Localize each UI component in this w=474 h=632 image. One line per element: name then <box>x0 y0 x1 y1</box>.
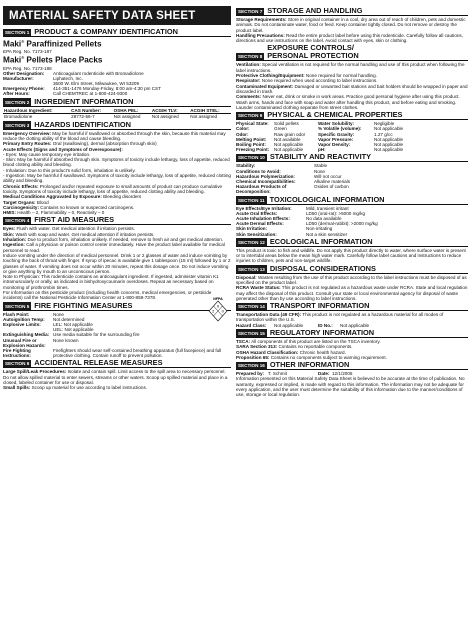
field-value: Oxides of carbon <box>314 184 349 190</box>
prepared-by-value: T. Schmit <box>268 371 287 377</box>
paragraph <box>3 274 231 290</box>
document-title: MATERIAL SAFETY DATA SHEET <box>3 6 231 25</box>
table-cell: Not assigned <box>190 114 218 120</box>
nfpa-diamond-icon <box>207 296 229 322</box>
paragraph-label: Protective Clothing/Equipment: <box>236 73 305 79</box>
product-name-1 <box>3 38 231 49</box>
registered-mark: ® <box>21 39 25 44</box>
paragraph-text: Due to product form, inhalation unlikely. If needed, remove to fresh air and get medical attention. <box>26 237 224 243</box>
section-4-header <box>3 216 231 225</box>
accidental-release-body <box>3 369 231 390</box>
field-value: LEL: Not applicable UEL: Not applicable <box>53 321 94 333</box>
paragraph <box>3 369 231 385</box>
transport-body <box>236 312 468 323</box>
paragraph <box>3 253 231 274</box>
section-3 <box>3 121 231 216</box>
field-value: Use media suitable for the surrounding fire <box>53 332 140 338</box>
section-number: SECTION 6 <box>5 361 30 367</box>
section-2-header <box>3 98 231 107</box>
property-label: Specific Gravity: <box>318 131 355 137</box>
paragraph-text: None required for normal handling. <box>304 73 377 79</box>
section-13 <box>236 265 468 301</box>
title-line-1: EXPOSURE CONTROLS/ <box>267 43 354 53</box>
company-info <box>3 71 231 97</box>
section-10-header <box>236 153 468 162</box>
property-label: Melting Point: <box>236 136 267 142</box>
paragraph-text: Bleeding disorders <box>101 194 142 200</box>
table-cell: Not assigned <box>113 114 141 120</box>
paragraph-text: Call a physician or poison control center immediately. Have the product label available for medical personnel to read. <box>3 242 225 253</box>
brand-name: Maki <box>3 56 22 66</box>
section-title: PHYSICAL & CHEMICAL PROPERTIES <box>267 110 403 120</box>
paragraph <box>236 17 468 33</box>
section-title: HAZARDS IDENTIFICATION <box>34 119 132 129</box>
paragraph-label: Eyes: <box>3 226 16 232</box>
stability-body <box>236 163 468 194</box>
field-label: After Hours: <box>3 91 30 97</box>
hazards-body <box>3 131 231 216</box>
section-title: REGULATORY INFORMATION <box>269 327 375 337</box>
field-value: Not a skin sensitizer <box>306 231 348 237</box>
property-value: 1.27 g/cc <box>374 131 393 137</box>
hazard-class-value: Not applicable <box>274 322 304 328</box>
field-label: Conditions to Avoid: <box>236 168 281 174</box>
paragraph-label: RCRA Waste Status: <box>236 285 281 291</box>
paragraph-label: SARA Section 313: <box>236 344 278 350</box>
paragraph-text: This product is toxic to fish and wildlife. Do not apply this product directly to water, where surface water is present or to intertidal areas below the mean high water mark. Carefully follow label cautions and instructions to reduce injuries to children, pets and non-target wildlife. <box>236 247 466 264</box>
field-label: Hazardous Products of Decomposition: <box>236 184 287 195</box>
date-value: 12/1/2005 <box>332 371 353 377</box>
field-value: None known <box>53 337 79 343</box>
property-value: Green <box>274 126 287 132</box>
paragraph-text: This product is not regulated as a hazardous material for all modes of transportation within the U.S. <box>236 312 444 323</box>
field-value: None <box>53 311 64 317</box>
section-number: SECTION 14 <box>238 304 265 310</box>
section-15 <box>236 329 468 360</box>
section-title: ACCIDENTAL RELEASE MEASURES <box>34 358 163 368</box>
paragraph-text: Special ventilation is not required for the normal handling and use of this product when following the label instructions. <box>236 62 465 73</box>
hazard-class-label: Hazard Class: <box>236 322 267 328</box>
paragraph-label: Carcinogenicity: <box>3 204 39 210</box>
section-12 <box>236 238 468 264</box>
field-row <box>3 348 231 358</box>
section-number: SECTION 10 <box>238 155 265 161</box>
paragraph-text: Contains no known or suspected carcinogens. <box>39 204 135 210</box>
section-2 <box>3 98 231 120</box>
field-label: Stability: <box>236 163 256 169</box>
paragraph-text: Information presented on this Material Safety Data Sheet is believed to be accurate at the time of publication. No warranty, expressed or implied, is made with regard to this information. The information may not be adequate for every application, and the user must determine the suitability of this information due to the manner/conditions of use, storage or local regulation. <box>236 376 465 398</box>
section-6-header <box>3 359 231 368</box>
field-label: Extinguishing Media: <box>3 332 50 338</box>
product-name-2 <box>3 54 231 65</box>
section-6 <box>3 359 231 390</box>
paragraph <box>236 33 468 44</box>
table-row <box>3 113 231 120</box>
property-label: Boiling Point: <box>236 141 266 147</box>
paragraph-text: Contains no reportable components. <box>277 344 353 350</box>
paragraph-text: Induce vomiting under the direction of medical personnel. Drink 1 or 2 glasses of water and induce vomiting by touching the back of throat with finger. If syrup of ipecac is available give 1 tablespoon (15 ml) followed by 1 or 2 glasses of water. If vomiting does not occur within 20 minutes, repeat this dosage once. Do not induce vomiting or give anything by mouth to an unconscious person. <box>3 252 231 274</box>
paragraph-label: Chronic Effects: <box>3 183 39 189</box>
paragraph <box>3 131 231 142</box>
property-label: Vapor Density: <box>318 141 351 147</box>
column-header: ACGIH STEL: <box>189 108 231 114</box>
paragraph-label: Transportation Data (49 CFR): <box>236 312 302 318</box>
paragraph-label: Contaminated Equipment: <box>236 83 294 89</box>
paragraph <box>236 312 468 323</box>
paragraph <box>236 275 468 286</box>
section-8-header <box>236 44 468 61</box>
ecological-body <box>236 248 468 264</box>
paragraph-text: Never eat, drink or smoke in work areas. Practice good personal hygiene after using this product. Wash arms, hands and face with soap and water after handling this product, and before eating and smoking. Launder contaminated clothing separate from street clothes. <box>236 94 460 110</box>
column-header: CAS Number: <box>70 108 112 114</box>
section-7-header <box>236 7 468 16</box>
field-value: LD50 (oral-rat): >5000 mg/kg <box>306 210 366 216</box>
prepared-by-label: Prepared by: <box>236 371 265 377</box>
section-number: SECTION 13 <box>238 266 265 272</box>
section-number: SECTION 4 <box>5 218 30 224</box>
paragraph <box>3 173 231 184</box>
paragraph-text: For information on this pesticide product (including health concerns, medical emergencies, or pesticide incidents) call the National Pesticide Information Center at 1-800-858-7378. <box>3 289 212 301</box>
field-value: Call CHEMTREC at 1-800-424-9300 <box>53 91 128 97</box>
paragraph-text: Prolonged and/or repeated exposure to small amounts of product can produce cumulative toxicity. Symptoms of toxicity include lethargy, loss of appetite, reduced clotting ability and bleeding. <box>3 183 223 194</box>
paragraph-text: Blood <box>35 199 49 205</box>
paragraph <box>3 242 231 253</box>
paragraph-label: Ventilation: <box>236 62 261 68</box>
section-number: SECTION 2 <box>5 99 30 105</box>
field-label: Hazardous Polymerization: <box>236 173 295 179</box>
toxicology-body <box>236 206 468 237</box>
paragraph-text: - Inhalation: Due to this product's solid form, inhalation is unlikely. <box>3 167 136 173</box>
exposure-body <box>236 62 468 110</box>
paragraph-text: Store in original container in a cool, dry area out of reach of children, pets and domestic animals. Do not contaminate water, food or feed. Keep container tightly closed. Do not remove or destroy the product label. <box>236 17 466 33</box>
section-11-header <box>236 196 468 205</box>
section-12-header <box>236 238 468 247</box>
title-line-2: PERSONAL PROTECTION <box>267 51 359 61</box>
field-value: None <box>314 168 325 174</box>
property-value: Not applicable <box>374 126 404 132</box>
paragraph-text: - Eyes: May cause temporary eye irritation. <box>3 151 91 157</box>
section-5 <box>3 296 231 359</box>
field-value: Stable <box>314 163 328 169</box>
paragraph-label: Ingestion: <box>3 242 25 248</box>
section-1 <box>3 28 231 97</box>
paragraph-text: Note to Physician: This rodenticide contains an anticoagulant ingredient. If ingested, administer vitamin K1 intramuscularly or orally, as indicated in bishydroxycoumarin overdoses. Repeat as necessary based on monitoring of prothrombin times. <box>3 274 219 290</box>
section-7 <box>236 7 468 43</box>
section-title: ECOLOGICAL INFORMATION <box>269 236 373 246</box>
paragraph <box>236 376 468 397</box>
paragraph-label: Comments: <box>236 94 262 100</box>
paragraph-label: TSCA: <box>236 338 251 344</box>
paragraph-label: HMIS: <box>3 210 17 216</box>
property-label: % Volatile (volume): <box>318 126 362 132</box>
nfpa-health: 2 <box>212 307 215 313</box>
section-5-header <box>3 302 231 311</box>
paragraph-text: Read the entire product label before using this rodenticide. Carefully follow all cautions, directions and use instructions on the label. Avoid contact with eyes, skin or clothing. <box>236 32 464 44</box>
field-label: Other Designation: <box>3 70 45 76</box>
field-row <box>3 91 231 96</box>
paragraph-text: - Ingestion: May be harmful if swallowed. Symptoms of toxicity include lethargy, loss of appetite, reduced clotting ability and bleeding. <box>3 173 231 184</box>
section-number: SECTION 16 <box>238 363 265 369</box>
section-10 <box>236 153 468 194</box>
field-row <box>3 322 231 332</box>
left-column <box>3 6 231 392</box>
field-label: Acute Inhalation Effects: <box>236 216 290 221</box>
field-value: Will not occur <box>314 173 342 179</box>
field-label: Manufacturer: <box>3 75 34 81</box>
properties-body <box>236 121 468 152</box>
nfpa-label: NFPA <box>213 296 223 301</box>
section-1-header <box>3 28 231 37</box>
section-title: OTHER INFORMATION <box>269 360 350 370</box>
field-label: Acute Oral Effects: <box>236 210 278 216</box>
section-number: SECTION 8 <box>238 54 263 60</box>
paragraph <box>236 285 468 301</box>
section-title: INGREDIENT INFORMATION <box>34 96 134 106</box>
section-title: FIRE FIGHTING MEASURES <box>34 300 133 310</box>
field-label: Chemical Incompatibilities: <box>236 178 296 184</box>
right-column <box>236 6 468 399</box>
table-cell: 28772-56-7 <box>71 114 95 120</box>
paragraph-text: Health – 2, Flammability – 0, Reactivity – 0 <box>16 210 105 216</box>
section-number: SECTION 15 <box>238 330 265 336</box>
field-label: Fire Fighting Instructions: <box>3 348 31 359</box>
section-9-header <box>236 111 468 120</box>
paragraph <box>3 157 231 168</box>
field-label: Autoignition Temp: <box>3 316 45 322</box>
paragraph-label: Large Spill/Leak Procedures: <box>3 369 67 375</box>
paragraph <box>236 84 468 95</box>
column-header: OSHA PEL: <box>113 108 151 114</box>
section-title: TRANSPORT INFORMATION <box>269 301 370 311</box>
section-title: FIRST AID MEASURES <box>34 215 115 225</box>
section-16 <box>236 361 468 397</box>
brand-name: Maki <box>3 39 22 49</box>
field-label: Explosive Limits: <box>3 321 41 327</box>
date-label: Date: <box>318 371 330 377</box>
ingredient-table <box>3 108 231 120</box>
field-label: Flash Point: <box>3 311 30 317</box>
section-14 <box>236 302 468 328</box>
property-value: Not available <box>274 136 301 142</box>
section-title: STABILITY AND REACTIVITY <box>269 152 372 162</box>
id-no-value: Not applicable <box>340 322 370 328</box>
property-label: Color: <box>236 126 250 132</box>
field-label: Skin Irritation: <box>236 226 268 232</box>
product-rest: Pellets Place Packs <box>24 56 103 66</box>
section-number: SECTION 11 <box>238 197 265 203</box>
registered-mark: ® <box>21 55 25 61</box>
nfpa-reactivity: 0 <box>221 307 224 313</box>
paragraph-label: Emergency Overview: <box>3 130 52 136</box>
section-title: DISPOSAL CONSIDERATIONS <box>269 263 376 273</box>
section-9 <box>236 111 468 152</box>
section-title: PRODUCT & COMPANY IDENTIFICATION <box>34 27 178 36</box>
paragraph-label: Proposition 65: <box>236 354 270 360</box>
paragraph-label: Inhalation: <box>3 237 27 243</box>
field-value: 414-351-1476 Monday-Friday, 8:00 am-4:30 pm CST <box>53 86 161 92</box>
paragraph <box>236 248 468 264</box>
paragraph-text: None required when used according to label instructions. <box>260 78 378 84</box>
section-number: SECTION 9 <box>238 113 263 119</box>
property-value: Raw grain odor <box>274 131 306 137</box>
product-rest: Paraffinized Pellets <box>24 39 102 49</box>
paragraph-text: All components of this product are listed on the TSCA inventory. <box>250 338 381 344</box>
table-header-row <box>3 108 231 114</box>
paragraph-text: Scoop up material for use according to label instructions. <box>30 385 148 391</box>
paragraph-text: Damaged or unwanted bait stations and bait holders should be wrapped in paper and discarded in trash. <box>236 83 468 94</box>
paragraph-label: Disposal: <box>236 274 257 280</box>
section-title: STORAGE AND HANDLING <box>267 6 363 15</box>
property-value: Not applicable <box>374 147 404 153</box>
paragraph-text: Chronic health hazard. <box>298 349 346 355</box>
property-label: Vapor Pressure: <box>318 136 354 142</box>
field-value: Liphatech, Inc. 3600 W. Elm Street, Milwaukee, WI 53209 <box>53 75 140 87</box>
first-aid-body <box>3 226 231 300</box>
section-4 <box>3 216 231 300</box>
paragraph-text: Wastes resulting from the use of this product according to the label instructions must be disposed of as specified on the product label. <box>236 274 467 285</box>
paragraph-label: Skin: <box>3 231 15 237</box>
section-number: SECTION 7 <box>238 9 263 14</box>
property-value: Not applicable <box>274 147 304 153</box>
paragraph <box>236 94 468 110</box>
property-label: Odor: <box>236 131 249 137</box>
section-number: SECTION 12 <box>238 239 265 245</box>
field-label: Unusual Fire or Explosion Hazards: <box>3 337 46 348</box>
field-row <box>3 76 231 86</box>
paragraph-label: Primary Entry Routes: <box>3 141 52 147</box>
other-info-body <box>236 376 468 397</box>
paragraph-text: Wash with soap and water. Get medical attention if irritation persists. <box>14 231 155 237</box>
fire-fighting-body <box>3 312 231 359</box>
field-value: Firefighters should wear self-contained breathing apparatus (full facepiece) and full protective clothing. Contain runoff to prevent pollution. <box>53 348 222 359</box>
paragraph-text: - Skin: May be harmful if absorbed through skin. Symptoms of toxicity include lethargy, loss of appetite, reduced blood clotting ability and bleeding. <box>3 157 230 168</box>
storage-body <box>236 17 468 43</box>
property-value: Not applicable <box>374 136 404 142</box>
paragraph <box>236 62 468 73</box>
table-cell: Bromadiolone <box>4 114 33 120</box>
section-13-header <box>236 265 468 274</box>
disposal-body <box>236 275 468 301</box>
paragraph-label: Small Spills: <box>3 385 31 391</box>
field-value: Non-irritating <box>306 226 333 232</box>
epa-reg-1: EPA Reg. No. 7173-187 <box>3 49 52 55</box>
section-8 <box>236 44 468 110</box>
field-value: Alkaline materials <box>314 178 350 184</box>
property-label: Water Solubility: <box>318 121 355 127</box>
paragraph-text: May be harmful if swallowed or absorbed through the skin, because this material may reduce the clotting ability of the blood and cause bleeding. <box>3 130 226 141</box>
field-value: Mild, transient irritant <box>306 205 349 211</box>
section-number: SECTION 5 <box>5 303 30 309</box>
section-3-header <box>3 121 231 130</box>
field-value: Anticoagulant rodenticide with Bromadiolone <box>53 70 144 76</box>
field-row <box>3 338 231 348</box>
section-15-header <box>236 329 468 338</box>
epa-reg-2: EPA Reg. No. 7173-188 <box>3 65 52 71</box>
property-label: pH: <box>318 147 326 153</box>
paragraph <box>3 385 231 390</box>
paragraph-text: Contains no components subject to warning requirement. <box>269 354 387 360</box>
field-value: LD50 (dermal-rabbit): >2000 mg/kg <box>306 221 378 227</box>
column-header: ACGIH TLV: <box>151 108 189 114</box>
property-label: Freezing Point: <box>236 147 270 153</box>
section-title <box>267 44 358 60</box>
section-14-header <box>236 302 468 311</box>
paragraph-label: Respirator: <box>236 78 261 84</box>
paragraph-text: Isolate and contain spill. Limit access to the spill area to necessary personnel. Do not allow spilled material to enter sewers, streams or other waters. Scoop up spilled material and place in a closed, labeled container for use or disposal. <box>3 369 228 385</box>
paragraph-text: Oral (swallowing), dermal (absorption through skin) <box>51 141 157 147</box>
paragraph <box>3 290 231 301</box>
field-value: No data available <box>306 216 342 221</box>
nfpa-flammability: 0 <box>216 303 220 309</box>
property-value: Not applicable <box>374 141 404 147</box>
column-header: Hazardous Ingredient: <box>3 108 70 114</box>
paragraph <box>3 184 231 195</box>
field-value: Not determined <box>53 316 85 322</box>
id-no-label: ID No.: <box>318 322 333 328</box>
paragraph-label: Target Organs: <box>3 199 36 205</box>
paragraph-label: Medical Conditions Aggravated by Exposure: <box>3 194 102 200</box>
regulatory-body <box>236 339 468 360</box>
field-row <box>236 184 468 194</box>
paragraph-text: Flush with water. Get medical attention if irritation persists. <box>15 226 136 232</box>
property-label: Physical State: <box>236 121 269 127</box>
section-number: SECTION 1 <box>5 30 30 35</box>
paragraph-text: This product is not regulated as a hazardous waste under RCRA. State and local regulation may affect the disposal of this product. Consult your state or local environmental agency for disposal of waste generated other than by use according to label instructions. <box>236 285 468 301</box>
field-label: Emergency Phone: <box>3 86 45 92</box>
section-title: TOXICOLOGICAL INFORMATION <box>269 194 385 204</box>
property-value: Not applicable <box>274 141 304 147</box>
table-cell: Not assigned <box>151 114 179 120</box>
property-value: Negligible <box>374 121 395 127</box>
field-label: Skin Sensitization: <box>236 231 277 237</box>
section-11 <box>236 196 468 237</box>
section-number: SECTION 3 <box>5 122 30 128</box>
field-label: Eye Effects/Eye Irritation: <box>236 205 292 211</box>
paragraph-label: Acute Effects (Signs and Symptoms of Overexposure): <box>3 146 123 152</box>
paragraph-label: Storage Requirements: <box>236 17 287 22</box>
property-value: Solid pellets <box>274 121 299 127</box>
paragraph-label: Handling Precautions: <box>236 32 285 38</box>
section-16-header <box>236 361 468 370</box>
paragraph-label: OSHA Hazard Classification: <box>236 349 299 355</box>
field-label: Acute Dermal Effects: <box>236 221 284 227</box>
